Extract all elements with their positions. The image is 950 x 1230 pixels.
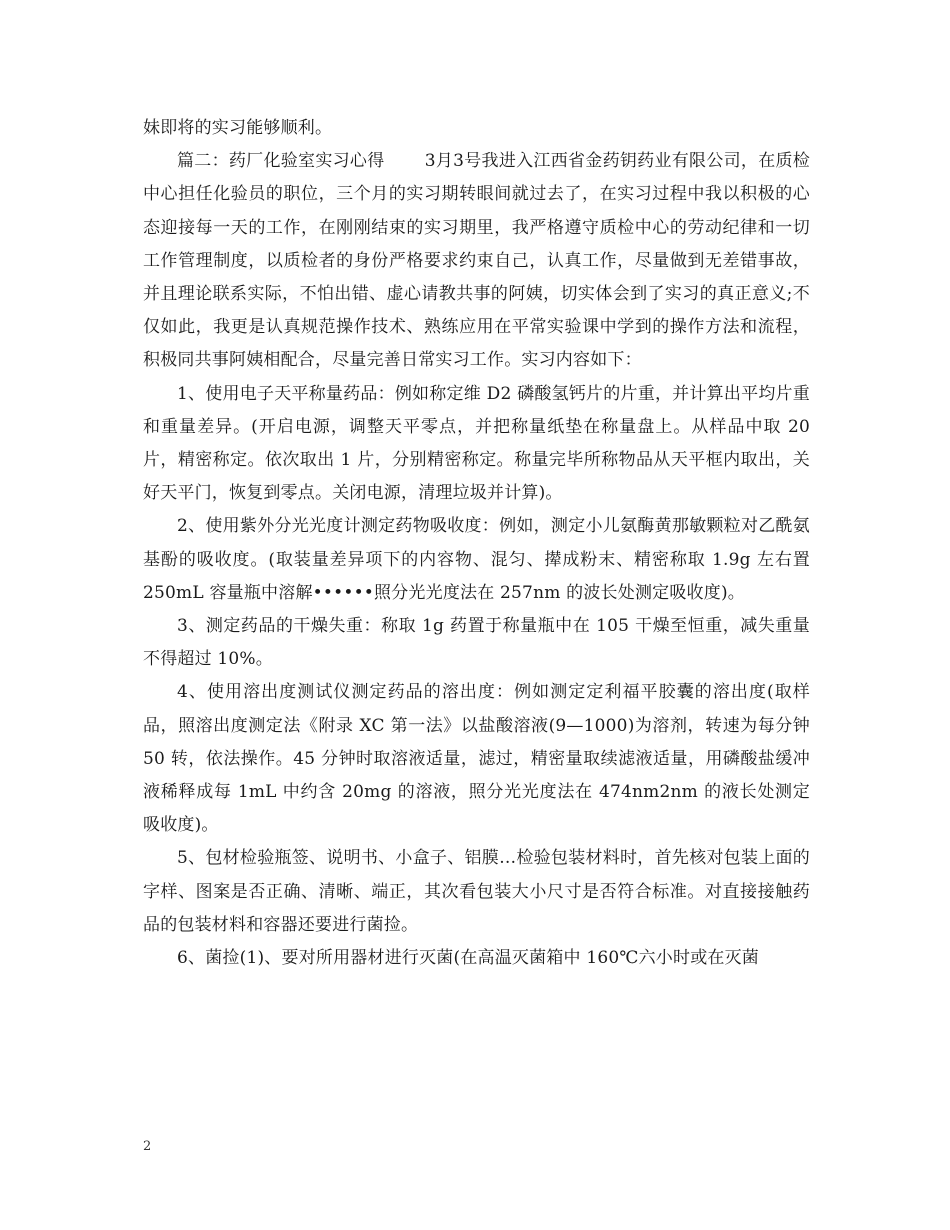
- paragraph-item-2: 2、使用紫外分光光度计测定药物吸收度：例如，测定小儿氨酶黄那敏颗粒对乙酰氨基酚的吸收度。(取装量差异项下的内容物、混匀、撵成粉末、精密称取 1.9g 左右置 250mL 容量瓶中溶解••••••照分光光度法在 257nm 的波长处测定吸收度)。: [143, 516, 810, 603]
- paragraph-item-4: 4、使用溶出度测试仪测定药品的溶出度：例如测定定利福平胶囊的溶出度(取样品，照溶出度测定法《附录 XC 第一法》以盐酸溶液(9—1000)为溶剂，转速为每分钟 50 转，依法操作。45 分钟时取溶液适量，滤过，精密量取续滤液适量，用磷酸盐缓冲液稀释成每 1mL 中约含 20mg 的溶液，照分光光度法在 474nm2nm 的液长处测定吸收度)。: [143, 682, 810, 836]
- paragraph-item-6: 6、菌捡(1)、要对所用器材进行灭菌(在高温灭菌箱中 160℃六小时或在灭菌: [177, 948, 759, 969]
- document-body: [143, 112, 810, 975]
- page-number: 2: [143, 1139, 152, 1154]
- paragraph-item-3: 3、测定药品的干燥失重：称取 1g 药置于称量瓶中在 105 干燥至恒重，减失重量不得超过 10%。: [143, 616, 810, 670]
- paragraph-intro: 篇二：药厂化验室实习心得 3月3号我进入江西省金药钥药业有限公司，在质检中心担任化验员的职位，三个月的实习期转眼间就过去了，在实习过程中我以积极的心态迎接每一天的工作，在刚刚结束的实习期里，我严格遵守质检中心的劳动纪律和一切工作管理制度，以质检者的身份严格要求约束自己，认真工作，尽量做到无差错事故，并且理论联系实际，不怕出错、虚心请教共事的阿姨，切实体会到了实习的真正意义;不仅如此，我更是认真规范操作技术、熟练应用在平常实验课中学到的操作方法和流程，积极同共事阿姨相配合，尽量完善日常实习工作。实习内容如下：: [143, 151, 810, 371]
- paragraph-item-1: 1、使用电子天平称量药品：例如称定维 D2 磷酸氢钙片的片重，并计算出平均片重和重量差异。(开启电源，调整天平零点，并把称量纸垫在称量盘上。从样品中取 20 片，精密称定。依次取出 1 片，分别精密称定。称量完毕所称物品从天平框内取出，关好天平门，恢复到零点。关闭电源，清理垃圾并计算)。: [143, 383, 810, 504]
- paragraph-item-5: 5、包材检验瓶签、说明书、小盒子、铝膜…检验包装材料时，首先核对包装上面的字样、图案是否正确、清晰、端正，其次看包装大小尺寸是否符合标准。对直接接触药品的包装材料和容器还要进行菌捡。: [143, 848, 810, 935]
- paragraph-continuation: 妹即将的实习能够顺利。: [143, 118, 333, 138]
